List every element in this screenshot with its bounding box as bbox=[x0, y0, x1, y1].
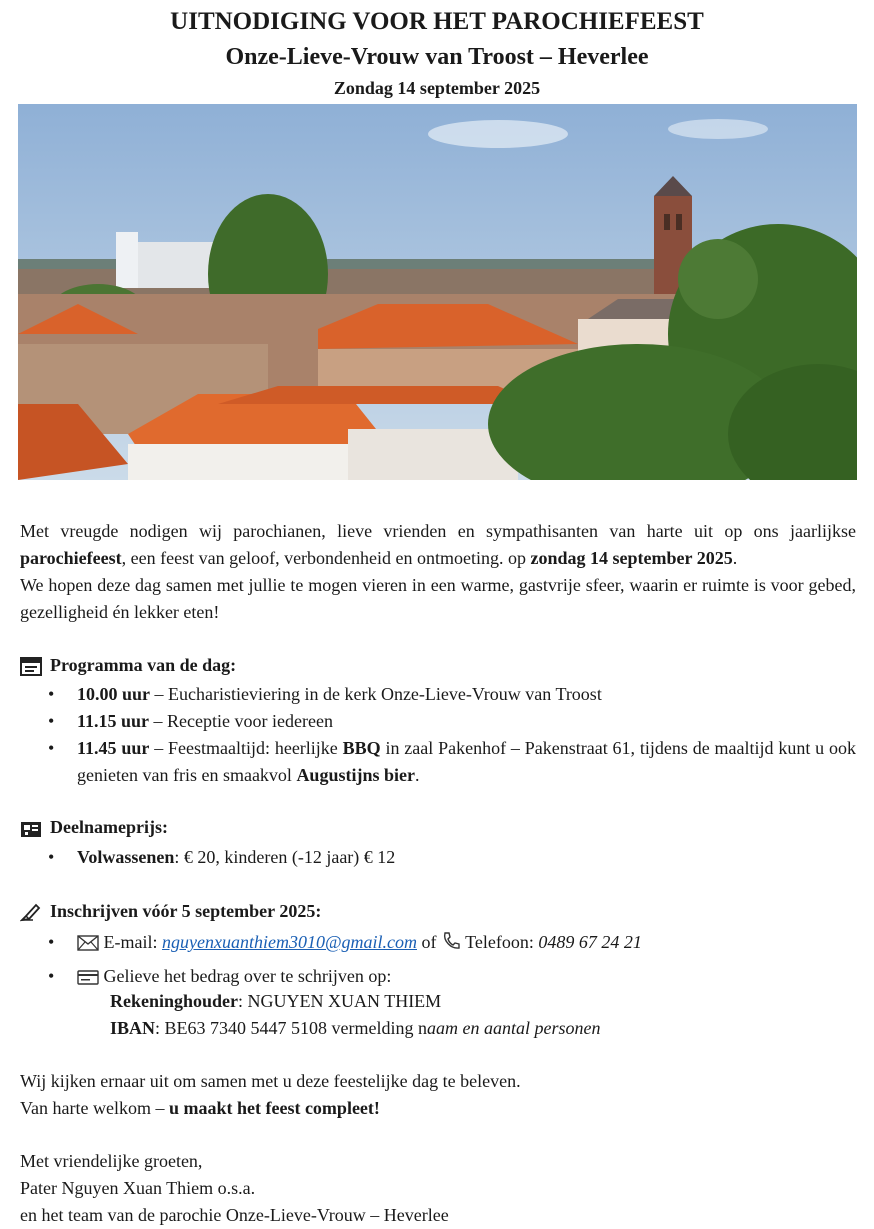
closing-text: Wij kijken ernaar uit om samen met u deze feestelijke dag te beleven. Van harte welkom – u maakt het feest compleet! bbox=[20, 1071, 521, 1118]
price-list bbox=[20, 844, 856, 871]
credit-card-icon bbox=[77, 966, 99, 993]
registration-list bbox=[20, 929, 856, 993]
program-list bbox=[20, 681, 856, 789]
envelope-icon bbox=[77, 932, 99, 959]
list-item: • E-mail: nguyenxuanthiem3010@gmail.com of Telefoon: 0489 67 24 21 bbox=[20, 929, 856, 959]
page-title: UITNODIGING VOOR HET PAROCHIEFEEST bbox=[170, 8, 704, 35]
phone-icon bbox=[441, 931, 461, 959]
list-item: • Gelieve het bedrag over te schrijven op: bbox=[20, 963, 856, 993]
page-subtitle: Onze-Lieve-Vrouw van Troost – Heverlee bbox=[225, 44, 649, 70]
writing-hand-icon bbox=[20, 902, 42, 922]
bank-details: Rekeninghouder: NGUYEN XUAN THIEM IBAN: BE63 7340 5447 5108 vermelding naam en aantal personen bbox=[110, 991, 601, 1038]
phone-number[interactable]: 0489 67 24 21 bbox=[538, 932, 642, 952]
registration-heading: Inschrijven vóór 5 september 2025: bbox=[20, 901, 321, 922]
intro-paragraph: Met vreugde nodigen wij parochianen, lieve vrienden en sympathisanten van harte uit op ons jaarlijkse parochiefeest, een feest van geloof, verbondenheid en ontmoeting. op zondag 14 september 2025. We hopen deze dag samen met jullie te mogen vieren in een warme, gastvrije sfeer, waarin er ruimte is voor gebed, gezelligheid én lekker eten! bbox=[20, 521, 856, 622]
event-date: Zondag 14 september 2025 bbox=[333, 78, 541, 98]
cash-register-icon bbox=[20, 818, 42, 838]
program-heading: Programma van de dag: bbox=[20, 655, 236, 676]
signature: Met vriendelijke groeten, Pater Nguyen Xuan Thiem o.s.a. en het team van de parochie Onze-Lieve-Vrouw – Heverlee bbox=[20, 1151, 449, 1225]
calendar-icon bbox=[20, 656, 42, 676]
email-link[interactable]: nguyenxuanthiem3010@gmail.com bbox=[161, 932, 417, 952]
list-item: • Volwassenen: € 20, kinderen (-12 jaar) € 12 bbox=[20, 844, 856, 871]
price-heading: Deelnameprijs: bbox=[20, 817, 168, 838]
list-item: • 11.45 uur – Feestmaaltijd: heerlijke BBQ in zaal Pakenhof – Pakenstraat 61, tijdens de maaltijd kunt u ook genieten van fris en smaakvol Augustijns bier. bbox=[20, 735, 856, 789]
list-item: • 10.00 uur – Eucharistieviering in de kerk Onze-Lieve-Vrouw van Troost bbox=[20, 681, 856, 708]
list-item: • 11.15 uur – Receptie voor iedereen bbox=[20, 708, 856, 735]
heverlee-rooftops-photo bbox=[18, 104, 857, 480]
